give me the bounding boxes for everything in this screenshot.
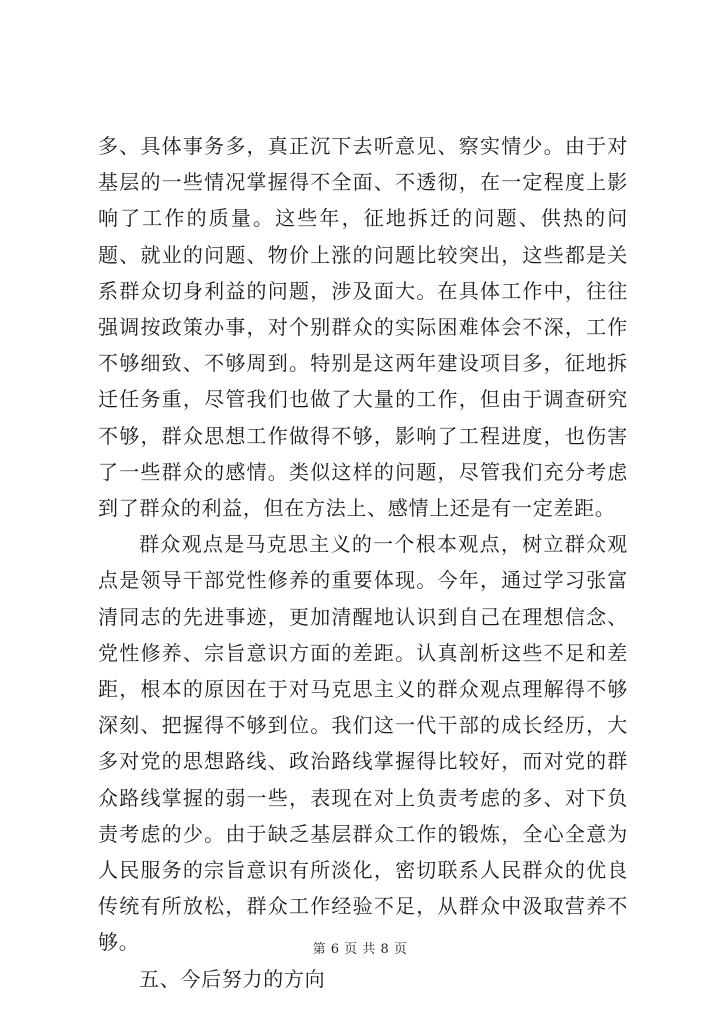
page-number-footer: 第 6 页 共 8 页 [312, 942, 408, 957]
section-heading: 五、今后努力的方向 [139, 966, 326, 991]
paragraph-mass-viewpoint: 群众观点是马克思主义的一个根本观点，树立群众观点是领导干部党性修养的重要体现。今年，通过学习张富清同志的先进事迹，更加清醒地认识到自己在理想信念、党性修养、宗旨意识方面的差距。认真剖析这些不足和差距，根本的原因在于对马克思主义的群众观点理解得不够深刻、把握得不够到位。我们这一代干部的成长经历，大多对党的思想路线、政治路线掌握得比较好，而对党的群众路线掌握的弱一些，表现在对上负责考虑的多、对下负责考虑的少。由于缺乏基层群众工作的锻炼，全心全意为人民服务的宗旨意识有所淡化，密切联系人民群众的优良传统有所放松，群众工作经验不足，从群众中汲取营养不够。 [98, 532, 628, 955]
document-body [98, 128, 628, 997]
paragraph-continued: 多、具体事务多，真正沉下去听意见、察实情少。由于对基层的一些情况掌握得不全面、不透彻，在一定程度上影响了工作的质量。这些年，征地拆迁的问题、供热的问题、就业的问题、物价上涨的问题比较突出，这些都是关系群众切身利益的问题，涉及面大。在具体工作中，往往强调按政策办事，对个别群众的实际困难体会不深，工作不够细致、不够周到。特别是这两年建设项目多，征地拆迁任务重，尽管我们也做了大量的工作，但由于调查研究不够，群众思想工作做得不够，影响了工程进度，也伤害了一些群众的感情。类似这样的问题，尽管我们充分考虑到了群众的利益，但在方法上、感情上还是有一定差距。 [98, 134, 628, 521]
